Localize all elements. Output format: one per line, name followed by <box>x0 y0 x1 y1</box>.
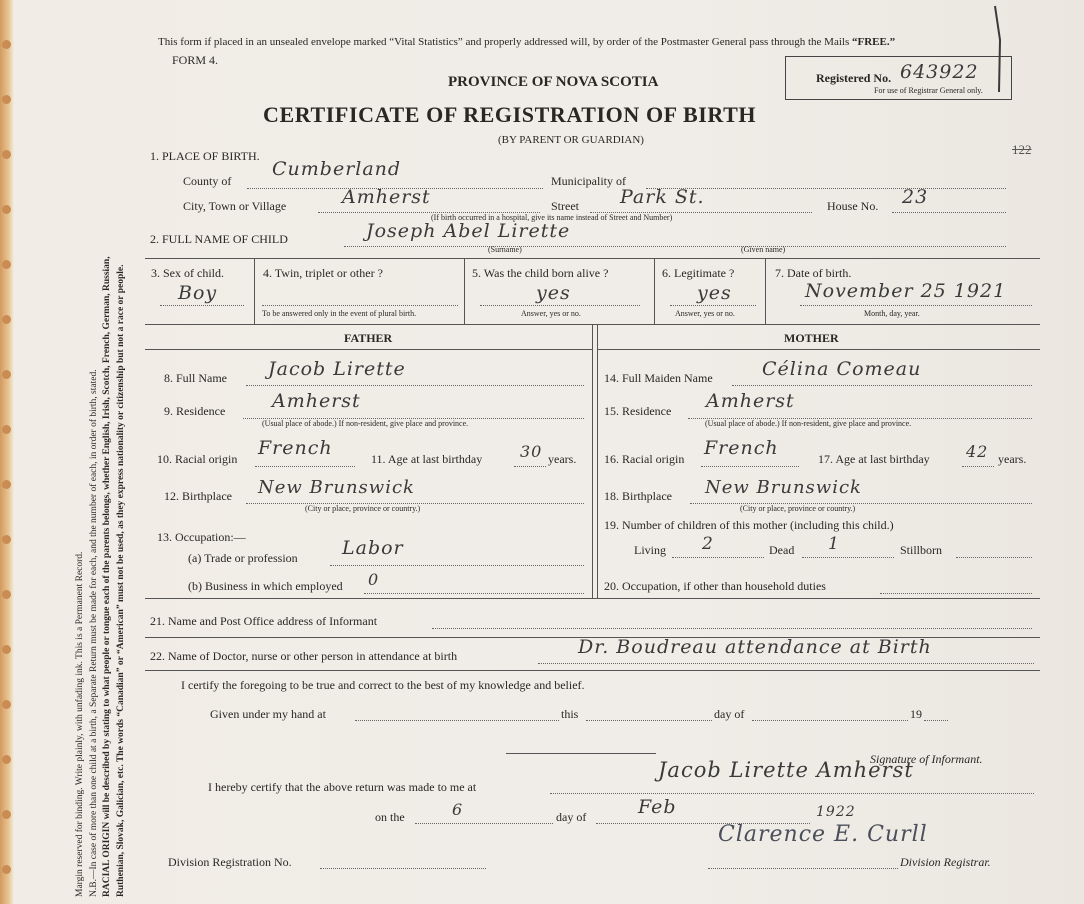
page-subtitle: (BY PARENT OR GUARDIAN) <box>498 134 644 146</box>
father-birthplace-note: (City or place, province or country.) <box>305 504 421 513</box>
father-heading: FATHER <box>344 331 393 345</box>
hospital-note: (If birth occurred in a hospital, give its name instead of Street and Number) <box>431 213 673 222</box>
father-racial-label: 10. Racial origin <box>157 452 238 466</box>
father-birthplace-label: 12. Birthplace <box>164 489 232 503</box>
county-value: Cumberland <box>272 158 402 180</box>
business-label: (b) Business in which employed <box>188 579 343 593</box>
mother-heading: MOTHER <box>784 331 839 345</box>
stillborn-label: Stillborn <box>900 543 943 557</box>
year-prefix: 19 <box>910 707 922 721</box>
mother-birthplace-value: New Brunswick <box>705 477 862 498</box>
dob-value: November 25 1921 <box>805 280 1007 302</box>
dead-label: Dead <box>769 543 795 557</box>
informant-signature: Jacob Lirette Amherst <box>658 758 914 782</box>
margin-note: Margin reserved for binding. Write plainly, with unfading ink. This is a Permanent Record. <box>75 551 85 897</box>
this-label: this <box>561 707 579 721</box>
on-the-label: on the <box>375 810 405 824</box>
doctor-value: Dr. Boudreau attendance at Birth <box>578 636 932 658</box>
day-of-label-2: day of <box>556 810 587 824</box>
twin-note: To be answered only in the event of plural birth. <box>262 309 417 318</box>
given-name-note: (Given name) <box>741 245 786 254</box>
city-value: Amherst <box>342 186 431 208</box>
mother-name-value: Célina Comeau <box>762 358 922 380</box>
certify-text: I certify the foregoing to be true and correct to the best of my knowledge and belief. <box>181 678 585 692</box>
margin-note: RACIAL ORIGIN will be described by stating to what people or tongue each of the parents belongs, whether English, Irish, Scotch, French, German, Russian, <box>102 256 113 897</box>
father-birthplace-value: New Brunswick <box>258 477 415 498</box>
child-name-value: Joseph Abel Lirette <box>366 220 571 242</box>
mother-occupation-label: 20. Occupation, if other than household duties <box>604 579 826 593</box>
dob-note: Month, day, year. <box>864 309 920 318</box>
business-value: 0 <box>368 570 380 589</box>
father-name-value: Jacob Lirette <box>268 358 406 380</box>
mother-residence-note: (Usual place of abode.) If non-resident, give place and province. <box>705 419 912 428</box>
father-age-value: 30 <box>520 442 543 461</box>
registered-number-box: Registered No. 643922 For use of Registrar General only. <box>785 56 1012 100</box>
registrar-signature: Clarence E. Curll <box>718 822 928 847</box>
legitimate-label: 6. Legitimate ? <box>662 266 735 280</box>
father-residence-value: Amherst <box>272 390 361 412</box>
father-age-label: 11. Age at last birthday <box>371 452 483 466</box>
month-value: Feb <box>638 796 677 818</box>
legitimate-value: yes <box>697 282 732 304</box>
father-name-label: 8. Full Name <box>164 371 227 385</box>
mother-racial-label: 16. Racial origin <box>604 452 685 466</box>
father-residence-note: (Usual place of abode.) If non-resident, give place and province. <box>262 419 469 428</box>
occupation-label: 13. Occupation:— <box>157 530 246 544</box>
street-value: Park St. <box>620 186 705 208</box>
page-title: CERTIFICATE OF REGISTRATION OF BIRTH <box>263 102 757 127</box>
mother-age-unit: years. <box>998 452 1027 466</box>
mother-birthplace-label: 18. Birthplace <box>604 489 672 503</box>
division-registration-label: Division Registration No. <box>168 855 292 869</box>
house-number-label: House No. <box>827 199 879 213</box>
street-label: Street <box>551 199 579 213</box>
mother-racial-value: French <box>704 437 779 459</box>
mother-age-label: 17. Age at last birthday <box>818 452 930 466</box>
place-of-birth-heading: 1. PLACE OF BIRTH. <box>150 149 260 163</box>
city-label: City, Town or Village <box>183 199 287 213</box>
municipality-label: Municipality of <box>551 174 626 188</box>
mother-birthplace-note: (City or place, province or country.) <box>740 504 856 513</box>
mother-age-value: 42 <box>966 442 989 461</box>
legitimate-note: Answer, yes or no. <box>675 309 735 318</box>
living-label: Living <box>634 543 666 557</box>
form-number: FORM 4. <box>172 53 219 67</box>
year-value: 1922 <box>816 804 856 820</box>
hereby-certify-text: I hereby certify that the above return was made to me at <box>208 780 477 794</box>
sex-label: 3. Sex of child. <box>151 266 224 280</box>
house-number-value: 23 <box>902 186 929 208</box>
free-label: “FREE.” <box>851 36 896 48</box>
father-age-unit: years. <box>548 452 577 466</box>
doctor-label: 22. Name of Doctor, nurse or other person in attendance at birth <box>150 649 458 663</box>
signature-of-informant-label: Signature of Informant. <box>870 752 983 766</box>
mother-residence-label: 15. Residence <box>604 404 672 418</box>
children-count-label: 19. Number of children of this mother (including this child.) <box>604 518 894 532</box>
given-under-label: Given under my hand at <box>210 707 326 721</box>
alive-note: Answer, yes or no. <box>521 309 581 318</box>
surname-note: (Surname) <box>488 245 522 254</box>
father-racial-value: French <box>258 437 333 459</box>
dead-value: 1 <box>828 534 840 554</box>
margin-note: Ruthenian, Slovak, Galician, etc. The words “Canadian” or “American” must not be used, as they express nationality or citizenship but not a race or people. <box>115 264 126 897</box>
alive-label: 5. Was the child born alive ? <box>472 266 609 280</box>
twin-label: 4. Twin, triplet or other ? <box>263 266 383 280</box>
mother-name-label: 14. Full Maiden Name <box>604 371 713 385</box>
alive-value: yes <box>536 282 571 304</box>
informant-label: 21. Name and Post Office address of Informant <box>150 614 378 628</box>
division-registrar-label: Division Registrar. <box>900 855 991 869</box>
sex-value: Boy <box>178 282 218 304</box>
dob-label: 7. Date of birth. <box>775 266 852 280</box>
child-name-label: 2. FULL NAME OF CHILD <box>150 232 288 246</box>
mail-notice: This form if placed in an unsealed envelope marked “Vital Statistics” and properly addressed will, by order of the Postmaster General pass through the Mails “FREE.” <box>158 36 896 48</box>
trade-label: (a) Trade or profession <box>188 551 298 565</box>
county-label: County of <box>183 174 232 188</box>
on-the-value: 6 <box>452 800 464 819</box>
mother-residence-value: Amherst <box>706 390 795 412</box>
registered-number: 643922 <box>900 61 979 83</box>
trade-value: Labor <box>342 537 404 559</box>
margin-note: N.B.—In case of more than one child at a birth, a Separate Return must be made for each, and the number of each, in order of birth, stated. <box>88 369 99 897</box>
corner-number: 122 <box>1012 142 1032 157</box>
father-residence-label: 9. Residence <box>164 404 226 418</box>
living-value: 2 <box>702 534 714 554</box>
province-heading: PROVINCE OF NOVA SCOTIA <box>448 74 659 90</box>
day-of-label: day of <box>714 707 745 721</box>
